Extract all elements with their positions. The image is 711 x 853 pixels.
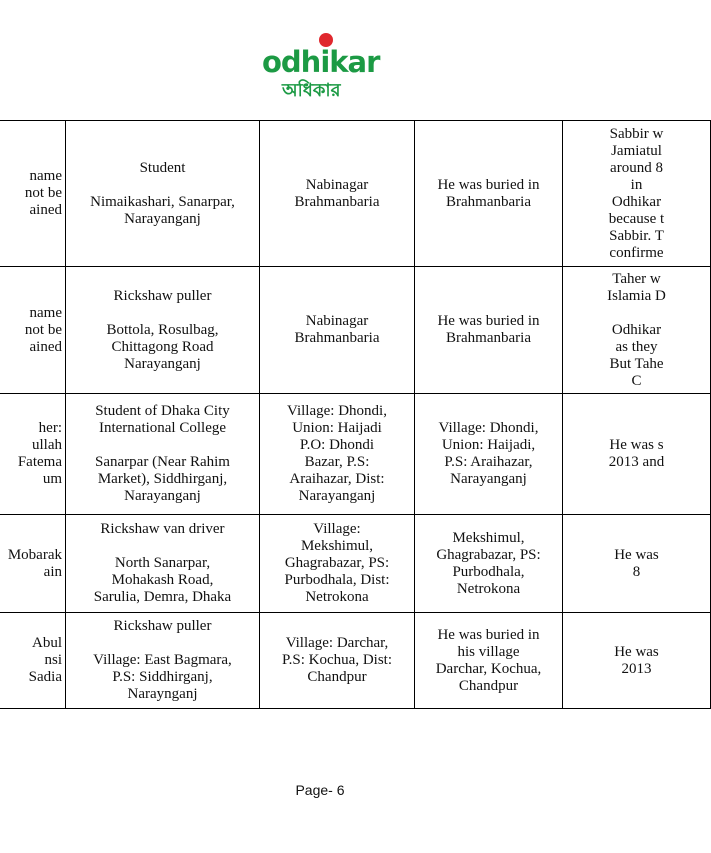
cell-text-line: Sabbir. T [609, 227, 664, 244]
cell-text-line [566, 305, 707, 322]
table-row [0, 515, 711, 613]
cell-text-line: Fatema [17, 454, 62, 470]
cell-text-line: Market), Siddhirganj, [97, 471, 228, 487]
cell-text-line: Netrokona [456, 580, 521, 597]
cell-text-line: Brahmanbaria [294, 193, 380, 210]
victim-name-cell [0, 515, 66, 613]
cell-text-line: He was buried in [437, 176, 540, 193]
cell-text-line: Union: Haijadi [292, 420, 382, 436]
cell-text-line: Rickshaw van driver [100, 521, 225, 537]
cell-text-line: Islamia D [607, 287, 666, 304]
table-row [0, 267, 711, 394]
cell-text-line: Odhikar [611, 193, 662, 210]
cell-text-line: Araihazar, Dist: [289, 471, 385, 487]
cell-text-line: in [630, 176, 643, 193]
cell-text-line: Rickshaw puller [113, 618, 212, 634]
occupation-address-cell [66, 394, 260, 515]
cell-text-line: 2013 and [608, 454, 665, 470]
permanent-address-cell [260, 515, 415, 613]
cell-gap [69, 538, 256, 555]
cell-text-line: Sarulia, Demra, Dhaka [93, 589, 232, 605]
cell-text-line: confirme [609, 244, 664, 261]
permanent-address-cell [260, 267, 415, 394]
cell-text-line: Sabbir w [609, 125, 664, 142]
victim-name-cell [0, 394, 66, 515]
cell-text-line: Chittagong Road [111, 338, 214, 355]
cell-gap [69, 635, 256, 652]
cell-text-line: Brahmanbaria [446, 193, 531, 210]
cell-text-line: Jamiatul [611, 142, 662, 159]
cell-text-line: Purbodhala, Dist: [284, 572, 390, 588]
cell-text-line: ained [29, 338, 62, 355]
cell-text-line: Purbodhala, [452, 563, 525, 580]
cell-text-line: He was [614, 546, 659, 563]
burial-cell [415, 267, 563, 394]
table-row [0, 121, 711, 267]
cell-text-line: Sadia [28, 669, 62, 685]
cell-text-line: Chandpur [458, 677, 519, 694]
cell-text-line: P.S: Siddhirganj, [112, 669, 213, 685]
cell-text-line: Narayanganj [124, 488, 201, 504]
occupation-address-cell [66, 267, 260, 394]
cell-text-line: Mekshimul, [300, 538, 374, 554]
burial-cell [415, 613, 563, 709]
cell-text-line: He was buried in [437, 313, 540, 329]
cell-text-line: Taher w [612, 270, 661, 287]
table-row [0, 394, 711, 515]
remarks-cell [563, 394, 711, 515]
cell-text-line: Bazar, P.S: [304, 454, 370, 470]
cell-text-line: Union: Haijadi, [441, 437, 536, 453]
cell-text-line: Nabinagar [305, 313, 369, 329]
cell-text-line: Narayanganj [124, 355, 201, 372]
cell-text-line: C [631, 372, 642, 389]
cell-text-line: Nabinagar [305, 176, 369, 193]
cell-text-line: not be [24, 185, 62, 201]
cell-text-line: name [29, 304, 62, 321]
cell-text-line: Student of Dhaka City [95, 403, 230, 419]
odhikar-logo [262, 32, 378, 106]
logo-bangla-text: অধিকার [282, 80, 341, 101]
cell-text-line: Ghagrabazar, PS: [436, 546, 541, 563]
permanent-address-cell [260, 121, 415, 267]
cell-text-line: Mekshimul, [452, 529, 525, 546]
cell-text-line: P.S: Araihazar, [444, 454, 533, 470]
cell-text-line: Brahmanbaria [294, 330, 380, 346]
cell-text-line: But Tahe [609, 355, 664, 372]
cell-text-line: He was s [609, 437, 664, 453]
cell-text-line: North Sanarpar, [114, 555, 211, 571]
cell-text-line: ullah [32, 437, 62, 453]
cell-text-line: International College [98, 420, 227, 436]
cell-text-line: as they [615, 338, 658, 355]
logo-latin-text: odhikar [262, 45, 380, 79]
cell-text-line: her: [38, 420, 62, 436]
cell-text-line: He was [614, 643, 659, 660]
cell-text-line: Narayanganj [450, 471, 527, 487]
cell-text-line: Ghagrabazar, PS: [284, 555, 390, 571]
page-number: Page- 6 [295, 782, 345, 798]
cell-text-line: Narayanganj [124, 210, 201, 227]
cell-text-line: Mobarak [7, 546, 62, 563]
victim-name-cell [0, 267, 66, 394]
cell-text-line: nsi [44, 652, 62, 668]
victim-name-cell [0, 613, 66, 709]
cell-text-line: Sanarpar (Near Rahim [95, 454, 230, 470]
cell-text-line: Chandpur [307, 669, 367, 685]
cell-text-line: Brahmanbaria [446, 330, 531, 346]
cell-text-line: Mohakash Road, [111, 572, 214, 588]
remarks-cell [563, 613, 711, 709]
cell-text-line: Darchar, Kochua, [435, 660, 542, 677]
cell-text-line: 8 [632, 563, 641, 580]
cell-text-line: Bottola, Rosulbag, [106, 321, 219, 338]
cell-text-line: P.O: Dhondi [299, 437, 375, 453]
cell-text-line: Naraynganj [127, 686, 198, 702]
occupation-address-cell [66, 515, 260, 613]
cell-text-line: Narayanganj [298, 488, 376, 504]
remarks-cell [563, 121, 711, 267]
victims-table [0, 120, 711, 709]
cell-text-line: Rickshaw puller [113, 287, 212, 304]
cell-text-line: around 8 [610, 159, 663, 176]
cell-text-line: Village: East Bagmara, [93, 652, 232, 668]
cell-text-line: Village: Darchar, [285, 635, 389, 651]
cell-gap [69, 177, 256, 194]
victim-name-cell [0, 121, 66, 267]
cell-text-line: Abul [32, 635, 62, 651]
victims-table-body [0, 121, 711, 709]
remarks-cell [563, 267, 711, 394]
cell-gap [69, 305, 256, 322]
cell-text-line: ain [43, 563, 62, 580]
cell-text-line: Netrokona [305, 589, 369, 605]
cell-gap [69, 437, 256, 454]
cell-text-line: because t [608, 210, 665, 227]
cell-text-line: not be [24, 321, 62, 338]
cell-text-line: um [42, 471, 62, 487]
cell-text-line: his village [457, 643, 520, 660]
permanent-address-cell [260, 394, 415, 515]
occupation-address-cell [66, 613, 260, 709]
cell-text-line: 2013 [621, 660, 652, 677]
cell-text-line: He was buried in [437, 626, 540, 643]
cell-text-line: Student [139, 159, 186, 176]
cell-text-line: P.S: Kochua, Dist: [281, 652, 392, 668]
burial-cell [415, 515, 563, 613]
occupation-address-cell [66, 121, 260, 267]
cell-text-line: name [29, 168, 62, 184]
cell-text-line: Village: Dhondi, [438, 420, 539, 436]
burial-cell [415, 121, 563, 267]
permanent-address-cell [260, 613, 415, 709]
cell-text-line: Odhikar [611, 321, 662, 338]
burial-cell [415, 394, 563, 515]
table-row [0, 613, 711, 709]
cell-text-line: Nimaikashari, Sanarpar, [90, 193, 235, 210]
cell-text-line: ained [29, 202, 62, 218]
cell-text-line: Village: [313, 521, 361, 537]
cell-text-line: Village: Dhondi, [287, 403, 387, 419]
remarks-cell [563, 515, 711, 613]
